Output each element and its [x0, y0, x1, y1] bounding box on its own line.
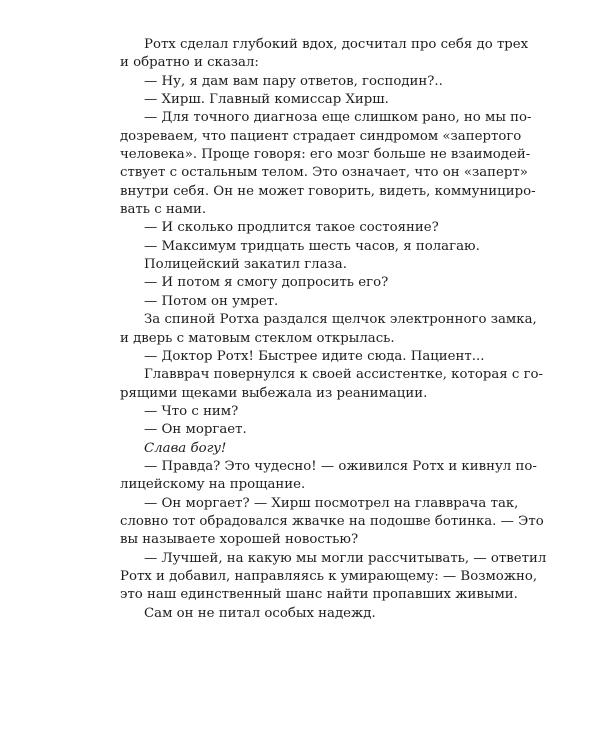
text-line: — Ну, я дам вам пару ответов, господин?..: [144, 73, 443, 89]
text-line: — Он моргает.: [144, 422, 247, 438]
text-line: — Доктор Ротх! Быстрее идите сюда. Пациент...: [144, 348, 485, 364]
text-line: Сам он не питал особых надежд.: [144, 605, 376, 621]
text-line: ствует с остальным телом. Это означает, что он «заперт»: [120, 165, 528, 181]
text-line: — Хирш. Главный комиссар Хирш.: [144, 92, 389, 108]
text-line: внутри себя. Он не может говорить, видеть, коммуницирo-: [120, 183, 536, 199]
text-line: — И потом я смогу допросить его?: [144, 275, 389, 291]
text-line: рящими щеками выбежала из реанимации.: [120, 385, 428, 401]
text-line: Полицейский закатил глаза.: [144, 257, 347, 273]
text-line: Слава богу!: [144, 440, 227, 456]
text-line: и дверь с матовым стеклом открылась.: [120, 330, 395, 346]
text-line: — Лучшей, на какую мы могли рассчитывать, — ответил: [144, 550, 547, 566]
text-line: лицейскому на прощание.: [120, 477, 306, 493]
text-line: словно тот обрадовался жвачке на подошве ботинка. — Это: [120, 513, 544, 529]
text-line: За спиной Ротха раздался щелчок электронного замка,: [144, 312, 537, 328]
text-line: Ротх сделал глубокий вдох, досчитал про себя до трех: [144, 37, 529, 52]
text-line: Ротх и добавил, направляясь к умирающему: — Возможно,: [120, 568, 538, 584]
text-line: — Для точного диагноза еще слишком рано, но мы по-: [144, 110, 532, 126]
text-line: — И сколько продлится такое состояние?: [144, 220, 439, 236]
text-line: — Максимум тридцать шесть часов, я полагаю.: [144, 238, 480, 254]
text-line: — Потом он умрет.: [144, 293, 279, 309]
text-line: вать с нами.: [120, 202, 207, 218]
text-line: человека». Проще говоря: его мозг больше не взаимодей-: [120, 147, 531, 163]
book-page-text: [120, 36, 547, 623]
text-line: — Правда? Это чудесно! — оживился Ротх и кивнул по-: [144, 458, 537, 474]
text-line: это наш единственный шанс найти пропавших живыми.: [120, 587, 518, 603]
text-line: — Он моргает? — Хирш посмотрел на главврача так,: [144, 495, 519, 511]
text-line: Главврач повернулся к своей ассистентке, которая с го-: [144, 367, 544, 383]
text-line: — Что с ним?: [144, 403, 239, 419]
text-line: дозреваем, что пациент страдает синдромом «запертого: [120, 128, 522, 144]
text-line: и обратно и сказал:: [120, 55, 259, 71]
text-line: вы называете хорошей новостью?: [120, 532, 359, 548]
